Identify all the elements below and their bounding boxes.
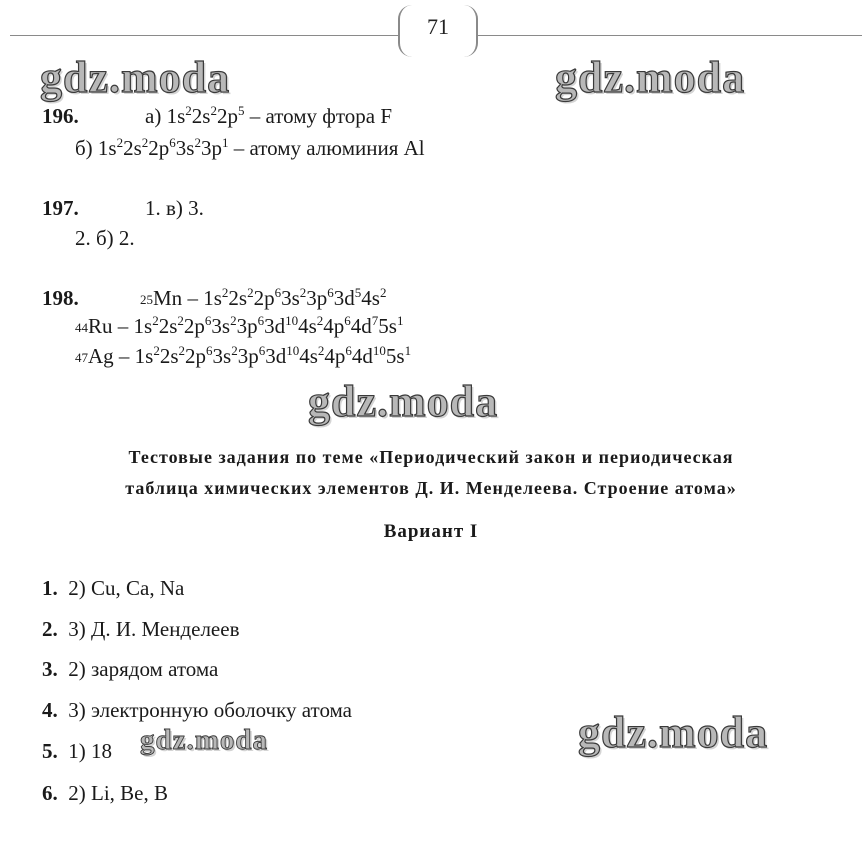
electron-config-mn: $_{25}Mn - 1s^22s^22p^63s^23p^63d^54s^2$ bbox=[140, 285, 387, 310]
page-number: 71 bbox=[427, 14, 449, 39]
electron-config-ru: $_{44}Ru - 1s^22s^22p^63s^23p^63d^{10}4s^24p^64d^75s^1$ bbox=[75, 313, 404, 338]
variant-title: Вариант I bbox=[383, 521, 479, 542]
answer-item: 6. 2) Li, Be, B bbox=[42, 781, 168, 805]
task-197-answer-1: 1. в) 3. bbox=[145, 196, 204, 220]
watermark: gdz.moda bbox=[140, 724, 269, 756]
task-number-197: 197. bbox=[42, 196, 79, 220]
answer-item: 1. 2) Cu, Ca, Na bbox=[42, 576, 185, 600]
answer-item: 3. 2) зарядом атома bbox=[42, 657, 219, 681]
task-196-answer-b: б) $1s^22s^22p^63s^23p^1$ – атому алюминия Al bbox=[75, 135, 425, 160]
answer-item: 2. 3) Д. И. Менделеев bbox=[42, 617, 240, 641]
task-197-answer-2: 2. б) 2. bbox=[75, 226, 135, 250]
watermark: gdz.moda bbox=[40, 53, 231, 102]
watermark: gdz.moda bbox=[578, 708, 769, 757]
answer-item: 5. 1) 18 bbox=[42, 739, 112, 763]
header-rule-right bbox=[472, 35, 862, 36]
task-number-196: 196. bbox=[42, 104, 79, 128]
section-title-line-2: таблица химических элементов Д. И. Менделеева. Строение атома» bbox=[125, 478, 737, 498]
task-196-answer-a: а) $1s^22s^22p^5$ – атому фтора F bbox=[145, 103, 393, 128]
section-title-line-1: Тестовые задания по теме «Периодический закон и периодическая bbox=[128, 447, 734, 467]
header-rule-left bbox=[10, 35, 402, 36]
watermark: gdz.moda bbox=[555, 53, 746, 102]
task-number-198: 198. bbox=[42, 286, 79, 310]
answer-item: 4. 3) электронную оболочку атома bbox=[42, 698, 353, 722]
electron-config-ag: $_{47}Ag - 1s^22s^22p^63s^23p^63d^{10}4s^24p^64d^{10}5s^1$ bbox=[75, 343, 412, 368]
watermark: gdz.moda bbox=[308, 377, 499, 426]
